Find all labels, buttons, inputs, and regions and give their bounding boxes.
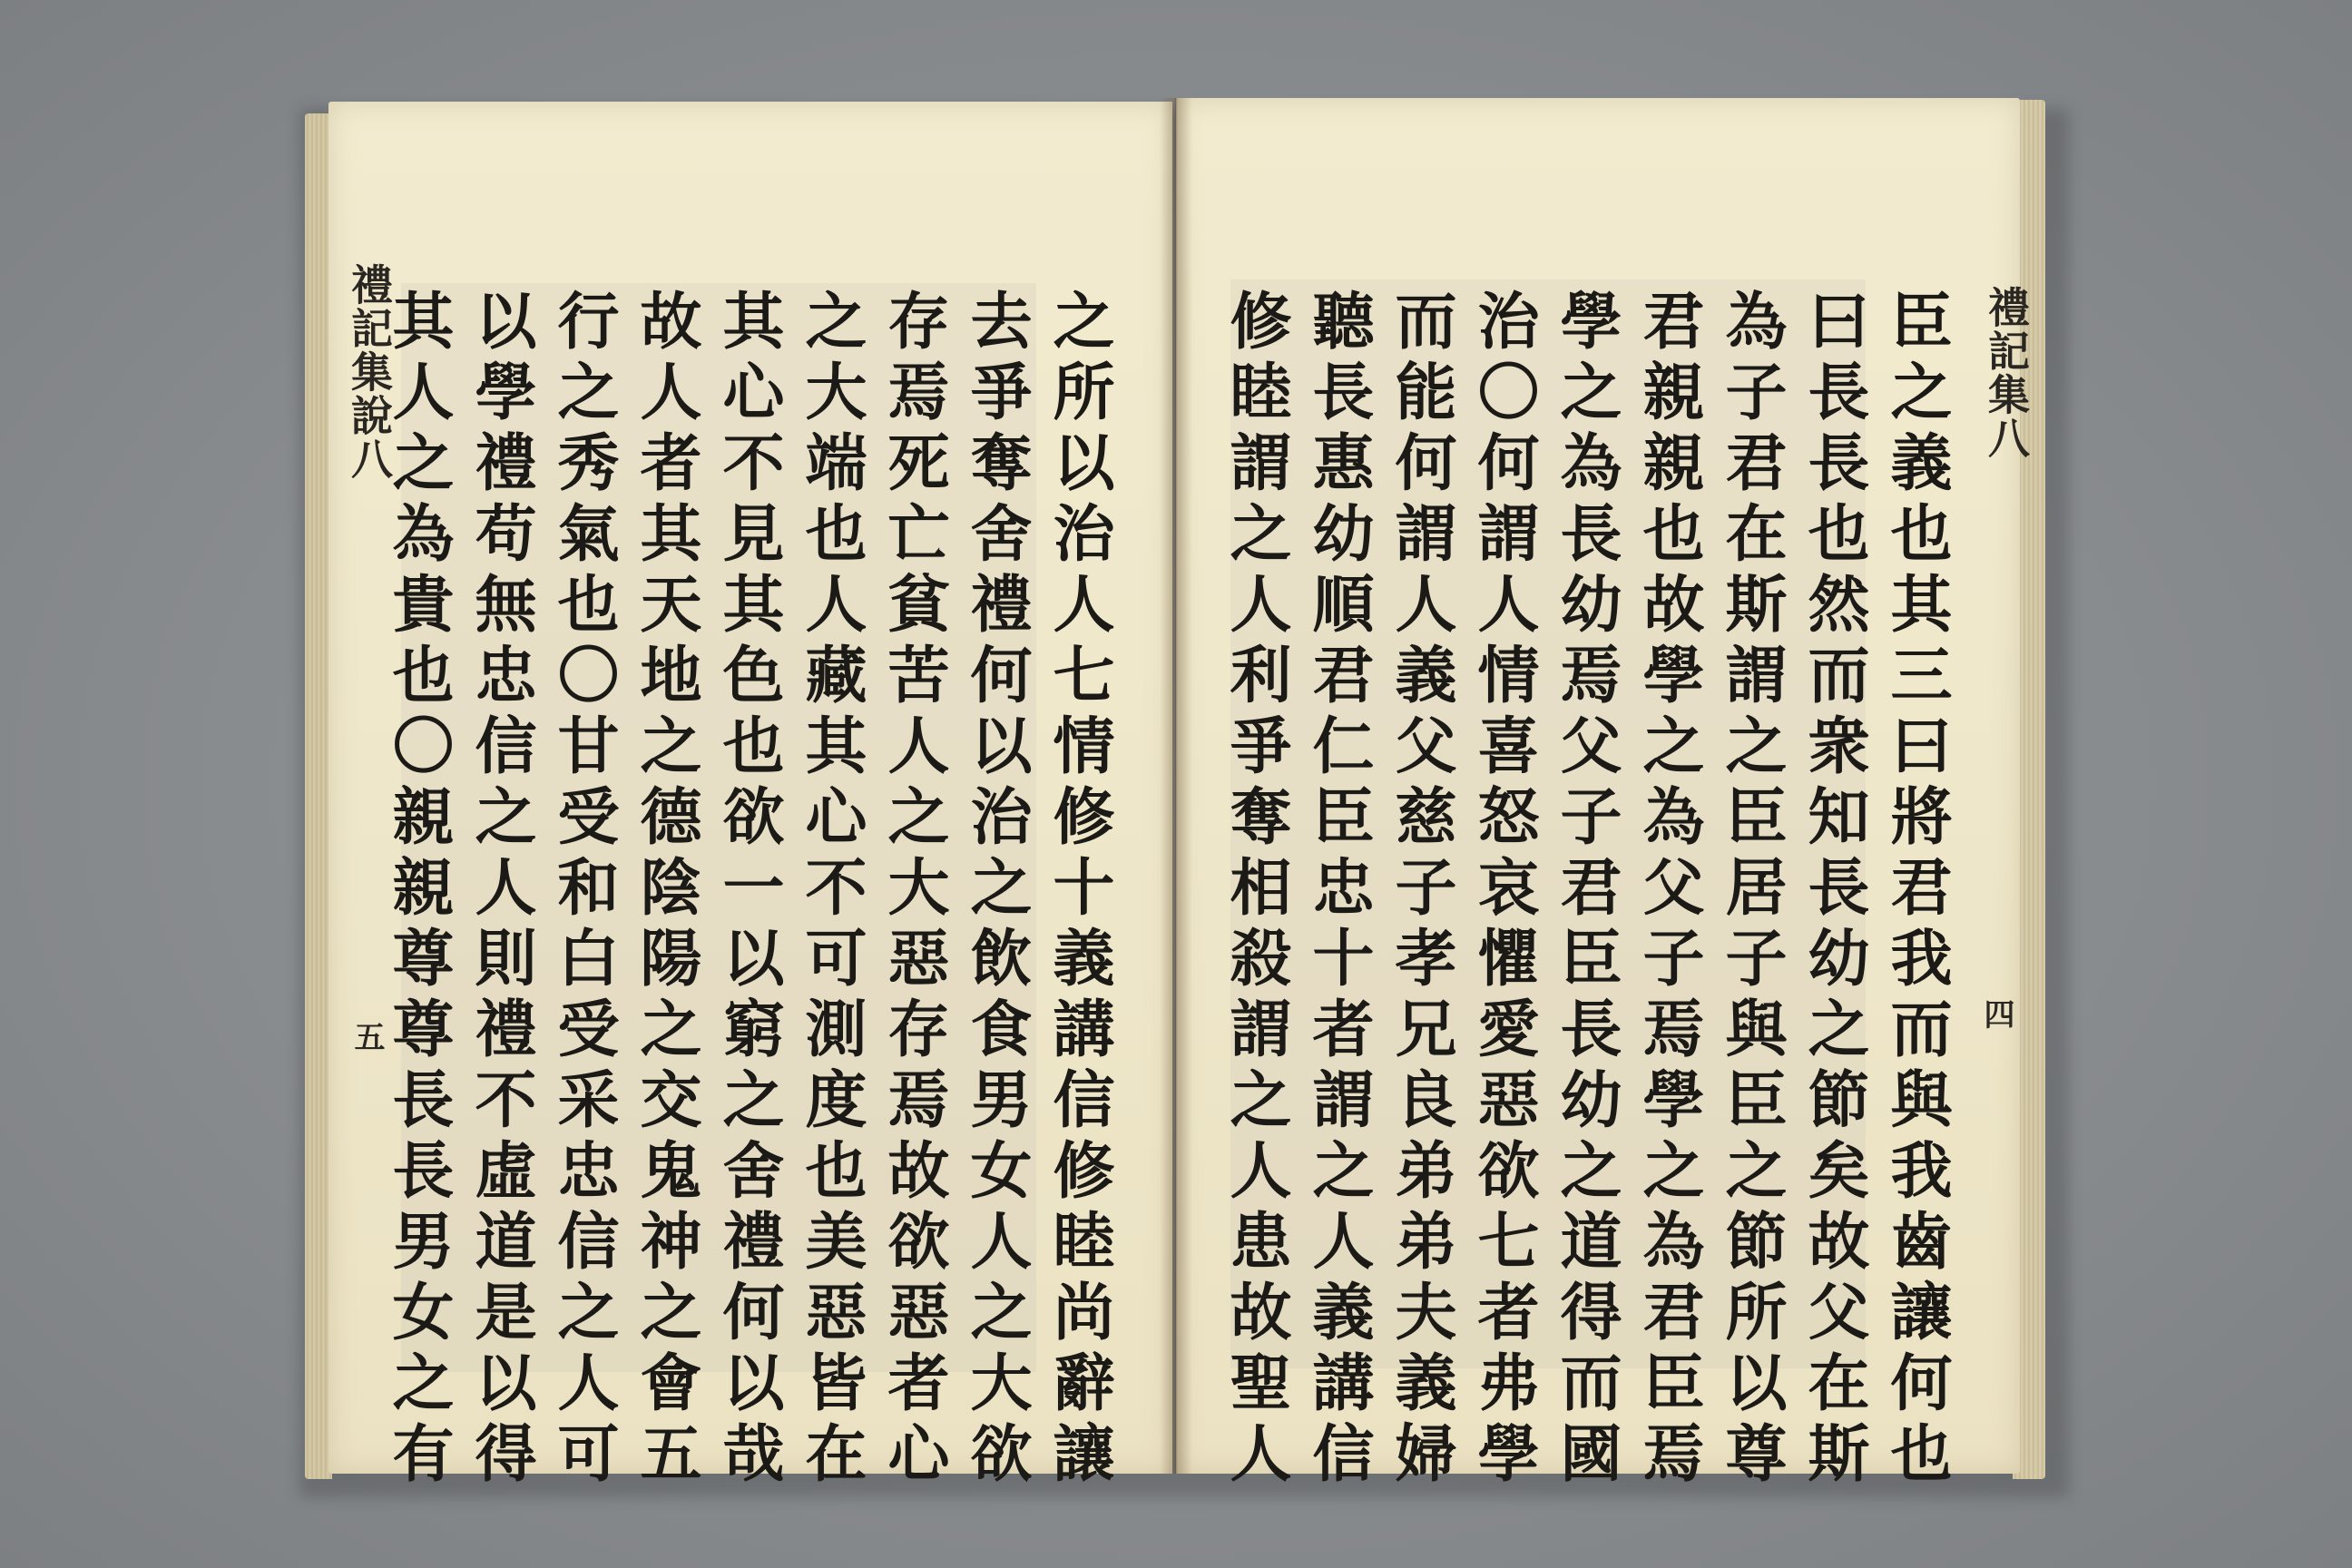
left-text-column-3: 存焉死亡貧苦人之大惡存焉故欲惡者心	[877, 289, 950, 1492]
right-page-number: 四	[1978, 998, 2014, 1029]
right-text-column-8: 聽長惠幼順君仁臣忠十者謂之人義講信	[1302, 289, 1375, 1492]
right-text-column-9: 修睦謂之人利爭奪相殺謂之人患故聖人	[1220, 289, 1292, 1492]
left-text-column-1: 之所以治人七情修十義講信修睦尚辭讓	[1043, 289, 1115, 1492]
left-page-number: 五	[348, 1021, 385, 1052]
right-text-column-5: 學之為長幼焉父子君臣長幼之道得而國	[1550, 289, 1622, 1492]
right-margin-title: 禮記集八	[1982, 286, 2031, 460]
right-text-column-1: 臣之義也其三曰將君我而與我齒讓何也	[1880, 289, 1953, 1492]
left-text-column-2: 去爭奪舍禮何以治之飲食男女人之大欲	[960, 289, 1033, 1492]
left-text-column-4: 之大端也人藏其心不可測度也美惡皆在	[795, 289, 867, 1492]
left-margin-title: 禮記集說八	[345, 263, 394, 481]
left-text-column-6: 故人者其天地之德陰陽之交鬼神之會五	[630, 289, 702, 1492]
left-text-column-8: 以學禮苟無忠信之人則禮不虛道是以得	[465, 289, 537, 1492]
left-text-column-9: 其人之為貴也〇親親尊尊長長男女之有	[382, 289, 455, 1492]
right-text-column-6: 治〇何謂人情喜怒哀懼愛惡欲七者弗學	[1467, 289, 1540, 1492]
left-text-column-5: 其心不見其色也欲一以窮之舍禮何以哉	[712, 289, 785, 1492]
right-text-column-3: 為子君在斯謂之臣居子與臣之節所以尊	[1715, 289, 1788, 1492]
right-text-column-7: 而能何謂人義父慈子孝兄良弟弟夫義婦	[1385, 289, 1457, 1492]
right-text-column-2: 曰長長也然而衆知長幼之節矣故父在斯	[1798, 289, 1870, 1492]
right-text-column-4: 君親親也故學之為父子焉學之為君臣焉	[1632, 289, 1705, 1492]
left-text-column-7: 行之秀氣也〇甘受和白受采忠信之人可	[547, 289, 620, 1492]
binding-gutter	[1160, 98, 1192, 1474]
